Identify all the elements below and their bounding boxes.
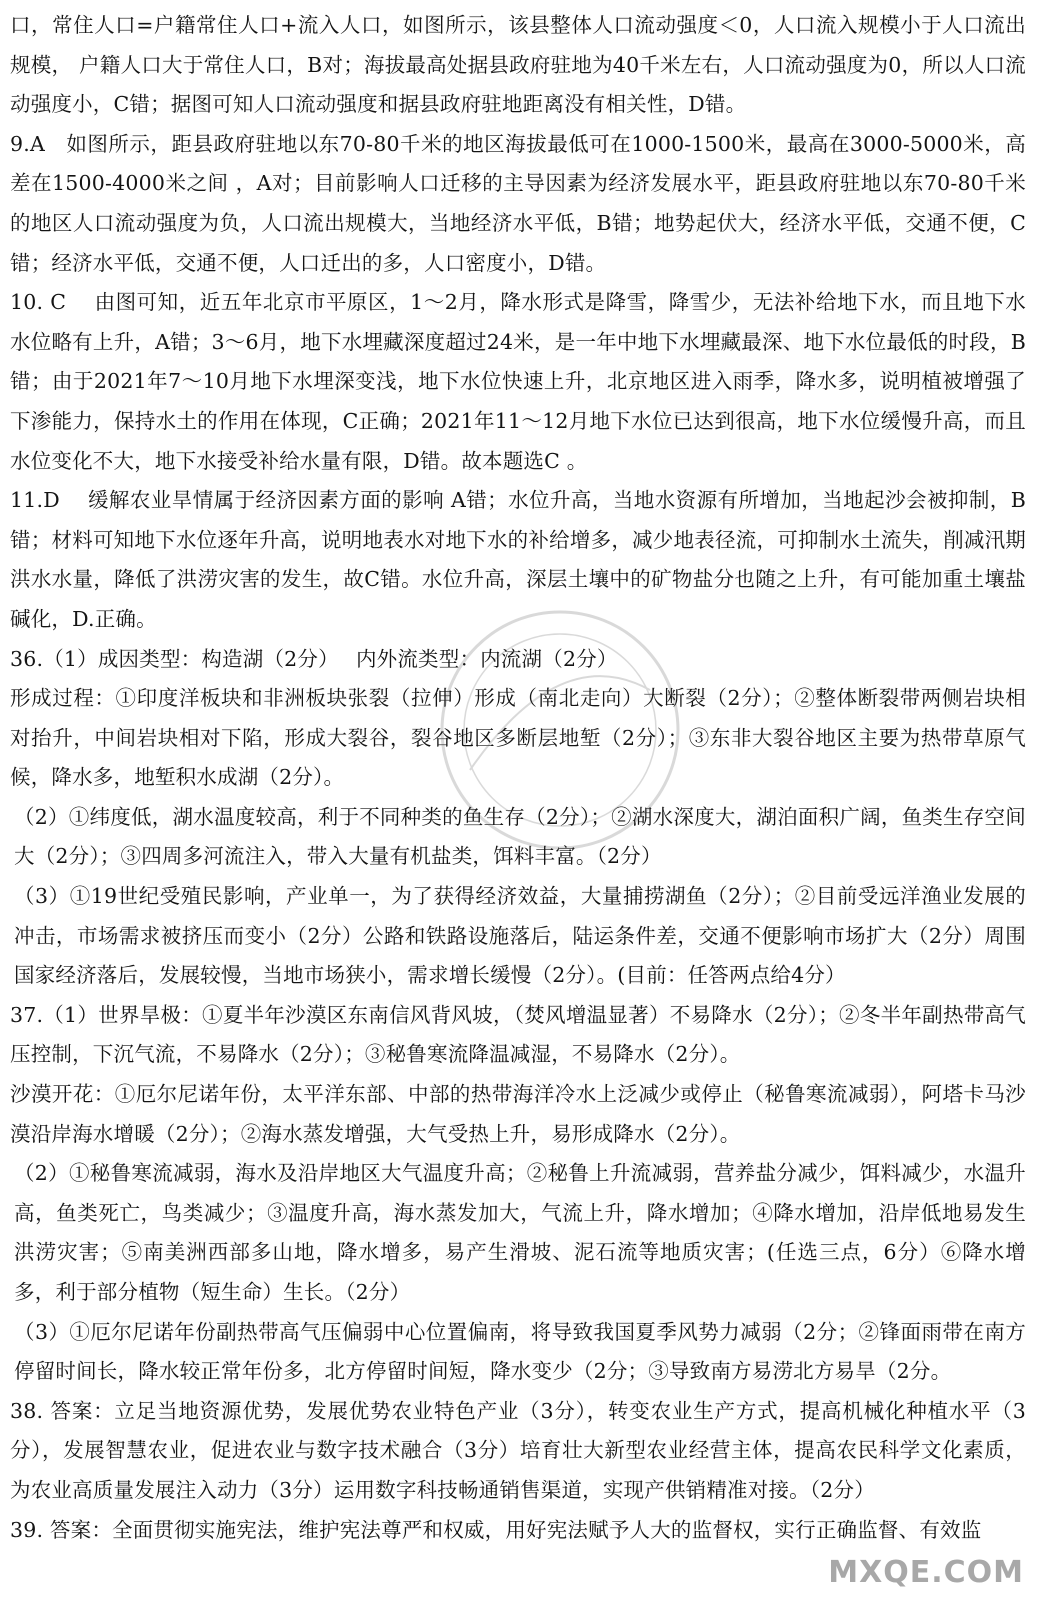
paragraph-answer-36-1: 36.（1）成因类型：构造湖（2分） 内外流类型：内流湖（2分） [10,646,618,671]
paragraph-answer-37-3: （3）①厄尔尼诺年份副热带高气压偏弱中心位置偏南，将导致我国夏季风势力减弱（2分；②锋面雨带在南方停留时间长，降水较正常年份多，北方停留时间短，降水变少（2分；③导致南方易涝北方易旱（2分。 [14,1319,1026,1384]
site-logo-text: MXQE.COM [828,1555,1024,1590]
answer-document [10,6,1026,1550]
paragraph-answer-37-desert-bloom: 沙漠开花：①厄尔尼诺年份，太平洋东部、中部的热带海洋冷水上泛减少或停止（秘鲁寒流减弱），阿塔卡马沙漠沿岸海水增暖（2分）；②海水蒸发增强，大气受热上升，易形成降水（2分）。 [10,1082,1026,1146]
paragraph-answer-37-1: 37.（1）世界旱极：①夏半年沙漠区东南信风背风坡，（焚风增温显著）不易降水（2分）；②冬半年副热带高气压控制，下沉气流，不易降水（2分）；③秘鲁寒流降温减湿，不易降水（2分）。 [10,1002,1026,1067]
paragraph-answer-36-formation: 形成过程：①印度洋板块和非洲板块张裂（拉伸）形成（南北走向）大断裂（2分）；②整体断裂带两侧岩块相对抬升，中间岩块相对下陷，形成大裂谷，裂谷地区多断层地堑（2分）；③东非大裂谷地区主要为热带草原气候，降水多，地堑积水成湖（2分）。 [10,686,1026,790]
paragraph-answer-11: 11.D 缓解农业旱情属于经济因素方面的影响 A错；水位升高，当地水资源有所增加，当地起沙会被抑制，B错；材料可知地下水位逐年升高，说明地表水对地下水的补给增多，减少地表径流，可抑制水土流失，削减汛期洪水水量，降低了洪涝灾害的发生，故C错。水位升高，深层土壤中的矿物盐分也随之上升，有可能加重土壤盐碱化，D.正确。 [10,488,1026,631]
paragraph-answer-10: 10. C 由图可知，近五年北京市平原区，1～2月，降水形式是降雪，降雪少，无法补给地下水，而且地下水水位略有上升，A错；3～6月，地下水埋藏深度超过24米，是一年中地下水埋藏最深、地下水位最低的时段，B错；由于2021年7～10月地下水埋深变浅，地下水位快速上升，北京地区进入雨季，降水多，说明植被增强了下渗能力，保持水土的作用在体现，C正确；2021年11～12月地下水位已达到很高，地下水位缓慢升高，而且水位变化不大，地下水接受补给水量有限，D错。故本题选C 。 [10,290,1026,473]
paragraph-answer-36-3: （3）①19世纪受殖民影响，产业单一，为了获得经济效益，大量捕捞湖鱼（2分）；②目前受远洋渔业发展的冲击，市场需求被挤压而变小（2分）公路和铁路设施落后，陆运条件差，交通不便影响市场扩大（2分）周围国家经济落后，发展较慢，当地市场狭小，需求增长缓慢（2分）。(目前：任答两点给4分） [14,884,1026,988]
paragraph-answer-38: 38. 答案：立足当地资源优势，发展优势农业特色产业（3分），转变农业生产方式，提高机械化种植水平（3分），发展智慧农业，促进农业与数字技术融合（3分）培育壮大新型农业经营主体，提高农民科学文化素质，为农业高质量发展注入动力（3分）运用数字科技畅通销售渠道，实现产供销精准对接。（2分） [10,1398,1026,1502]
paragraph-8-continued: 口，常住人口=户籍常住人口+流入人口，如图所示，该县整体人口流动强度＜0，人口流入规模小于人口流出规模， 户籍人口大于常住人口，B对；海拔最高处据县政府驻地为40千米左右，人口流动强度为0，所以人口流动强度小，C错；据图可知人口流动强度和据县政府驻地距离没有相关性，D错。 [10,13,1026,117]
paragraph-answer-36-2: （2）①纬度低，湖水温度较高，利于不同种类的鱼生存（2分）；②湖水深度大，湖泊面积广阔，鱼类生存空间大（2分）；③四周多河流注入，带入大量有机盐类，饵料丰富。（2分） [14,804,1026,869]
paragraph-answer-39: 39. 答案：全面贯彻实施宪法，维护宪法尊严和权威，用好宪法赋予人大的监督权，实行正确监督、有效监 [10,1517,982,1542]
paragraph-answer-37-2: （2）①秘鲁寒流减弱，海水及沿岸地区大气温度升高；②秘鲁上升流减弱，营养盐分减少，饵料减少，水温升高，鱼类死亡，鸟类减少；③温度升高，海水蒸发加大，气流上升，降水增加；④降水增加，沿岸低地易发生洪涝灾害；⑤南美洲西部多山地，降水增多，易产生滑坡、泥石流等地质灾害；(任选三点，6分）⑥降水增多，利于部分植物（短生命）生长。（2分） [14,1161,1026,1304]
paragraph-answer-9: 9.A 如图所示，距县政府驻地以东70-80千米的地区海拔最低可在1000-1500米，最高在3000-5000米，高差在1500-4000米之间 ，A对；目前影响人口迁移的主导因素为经济发展水平，距县政府驻地以东70-80千米的地区人口流动强度为负，人口流出规模大，当地经济水平低，B错；地势起伏大，经济水平低，交通不便，C错；经济水平低，交通不便，人口迁出的多，人口密度小，D错。 [10,131,1026,275]
